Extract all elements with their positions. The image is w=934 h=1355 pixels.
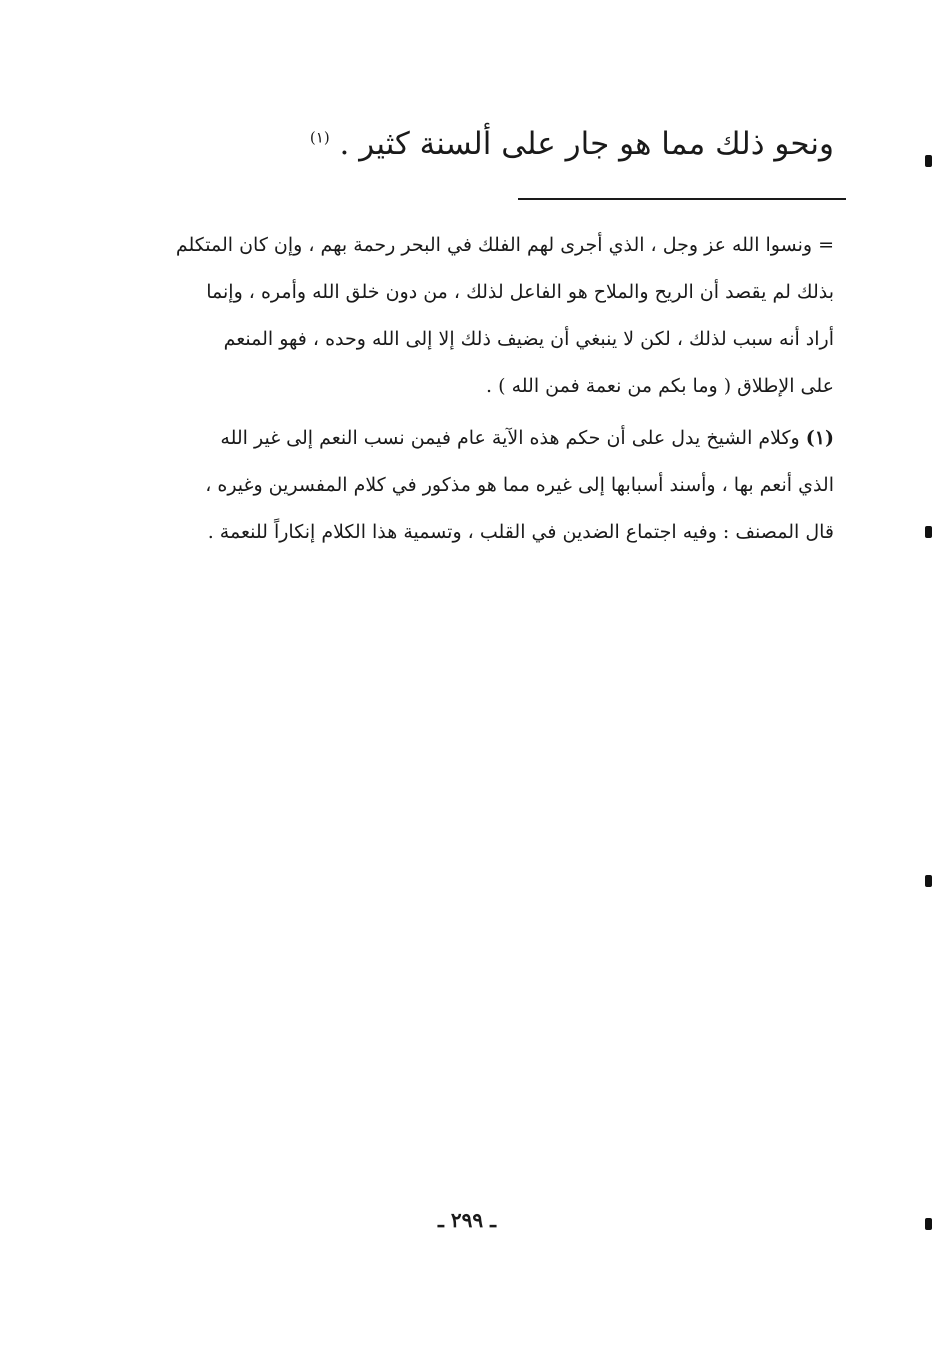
footnote-line: أراد أنه سبب لذلك ، لكن لا ينبغي أن يضيف ذلك إلا إلى الله وحده ، فهو المنعم [223,328,834,350]
footnote-divider [518,198,846,200]
footnote-marker: (١) [309,128,330,147]
footnote-continuation [114,222,834,410]
scan-edge-mark [925,875,932,887]
scan-edge-mark [925,1218,932,1230]
main-text: ونحو ذلك مما هو جار على ألسنة كثير . [339,126,834,162]
scan-edge-mark [925,526,932,538]
footnote-line: قال المصنف : وفيه اجتماع الضدين في القلب ، وتسمية هذا الكلام إنكاراً للنعمة . [207,521,834,543]
footnote-1 [114,415,834,556]
footnote-line: على الإطلاق ( وما بكم من نعمة فمن الله ) . [486,375,834,397]
main-text-line [114,118,834,170]
footnote-line: = ونسوا الله عز وجل ، الذي أجرى لهم الفلك في البحر رحمة بهم ، وإن كان المتكلم [175,234,834,256]
footnotes-section [114,222,834,561]
page-number: ـ ٢٩٩ ـ [438,1208,496,1232]
footnote-line: الذي أنعم بها ، وأسند أسبابها إلى غيره مما هو مذكور في كلام المفسرين وغيره ، [205,474,834,496]
footnote-line: بذلك لم يقصد أن الريح والملاح هو الفاعل لذلك ، من دون خلق الله وأمره ، وإنما [206,281,834,303]
footnote-line [114,415,834,462]
footnote-number: (١) [805,427,834,449]
scan-edge-mark [925,155,932,167]
footnote-first-text: وكلام الشيخ يدل على أن حكم هذه الآية عام فيمن نسب النعم إلى غير الله [220,427,800,449]
